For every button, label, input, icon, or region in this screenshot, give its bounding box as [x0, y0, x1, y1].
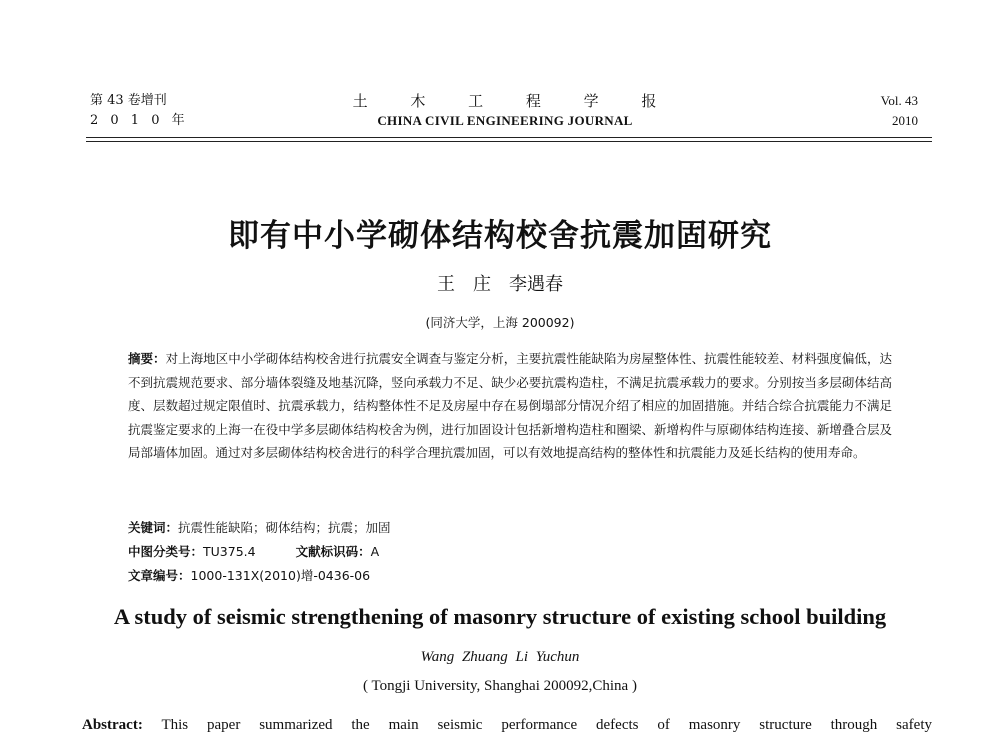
- keywords-line: [128, 518, 391, 538]
- header-left: [90, 91, 189, 131]
- abstract-label-en: Abstract:: [82, 717, 143, 733]
- clc-label-cn: 中图分类号：: [128, 544, 204, 559]
- volume-en: Vol. 43: [880, 93, 918, 108]
- year-cn: 2 0 1 0 年: [90, 113, 189, 128]
- volume-issue-cn: 第 43 卷增刊: [90, 93, 167, 108]
- article-no-label-cn: 文章编号：: [128, 568, 191, 583]
- keywords-cn: 抗震性能缺陷；砌体结构；抗震；加固: [178, 520, 391, 535]
- affiliation-cn: (同济大学，上海 200092): [425, 315, 575, 330]
- header-center: [300, 91, 710, 131]
- doc-code-label-cn: 文献标识码：: [295, 544, 371, 559]
- year-en: 2010: [892, 113, 918, 128]
- header-rule-top: [86, 137, 932, 138]
- abstract-text-en: This paper summarized the main seismic performance defects of masonry structure through safety: [161, 717, 932, 733]
- clc-value: TU375.4: [203, 544, 256, 559]
- paper-title-cn: 即有中小学砌体结构校舍抗震加固研究: [228, 218, 772, 254]
- article-no-value: 1000-131X(2010)增-0436-06: [190, 568, 371, 583]
- article-number-line: [128, 566, 370, 586]
- keywords-label-cn: 关键词：: [128, 520, 179, 535]
- paper-title-en: A study of seismic strengthening of masonry structure of existing school building: [113, 604, 887, 629]
- header-right: [881, 91, 918, 131]
- affiliation-en: ( Tongji University, Shanghai 200092,China ): [363, 678, 637, 694]
- authors-cn: 王 庄 李遇春: [437, 274, 563, 295]
- journal-name-cn: 土 木 工 程 学 报: [352, 92, 676, 110]
- authors-en: Wang Zhuang Li Yuchun: [420, 649, 580, 665]
- abstract-en: [82, 713, 932, 742]
- abstract-cn: [128, 347, 892, 465]
- abstract-label-cn: 摘要：: [128, 351, 166, 366]
- journal-name-en: CHINA CIVIL ENGINEERING JOURNAL: [377, 113, 633, 128]
- header-rule-bottom: [86, 141, 932, 142]
- classification-line: [128, 542, 379, 562]
- abstract-text-cn: 对上海地区中小学砌体结构校舍进行抗震安全调查与鉴定分析，主要抗震性能缺陷为房屋整体性、抗震性能较差、材料强度偏低，达不到抗震规范要求、部分墙体裂缝及地基沉降，竖向承载力不足、缺少必要抗震构造柱，不满足抗震承载力的要求。分别按当多层砌体结高度、层数超过规定限值时、抗震承载力，结构整体性不足及房屋中存在易倒塌部分情况介绍了相应的加固措施。并结合综合抗震能力不满足抗震鉴定要求的上海一在役中学多层砌体结构校舍为例，进行加固设计包括新增构造柱和圈梁、新增构件与原砌体结构连接、新增叠合层及局部墙体加固。通过对多层砌体结构校舍进行的科学合理抗震加固，可以有效地提高结构的整体性和抗震能力及延长结构的使用寿命。: [128, 351, 892, 461]
- doc-code-value: A: [370, 544, 380, 559]
